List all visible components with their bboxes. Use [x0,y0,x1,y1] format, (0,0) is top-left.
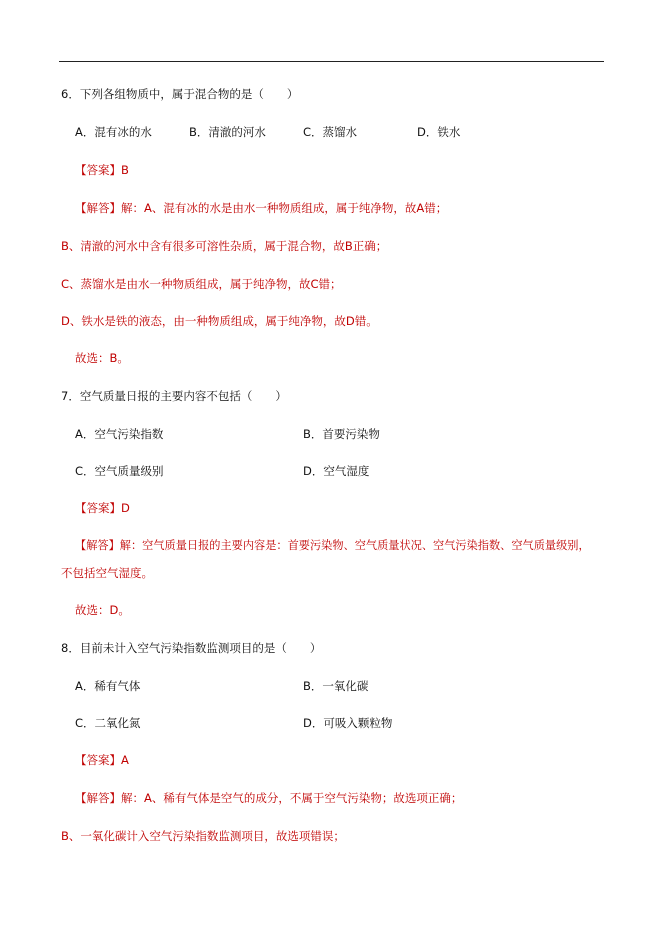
question-7-explanation-line: 不包括空气湿度。 [61,566,153,580]
question-6-stem: 6．下列各组物质中，属于混合物的是（ ） [61,87,299,101]
question-6-explanation-line: 【解答】解：A、混有冰的水是由水一种物质组成，属于纯净物，故A错； [75,201,448,215]
question-8-option-a: A．稀有气体 [75,679,141,693]
question-6-option-b: B．清澈的河水 [189,125,266,139]
question-7-option-b: B．首要污染物 [303,427,380,441]
question-8-option-d: D．可吸入颗粒物 [303,716,393,730]
header-rule [59,61,604,62]
question-6-answer: 【答案】B [75,163,129,177]
question-6-explanation-line: D、铁水是铁的液态，由一种物质组成，属于纯净物，故D错。 [61,314,378,328]
question-7-option-a: A．空气污染指数 [75,427,164,441]
question-8-answer: 【答案】A [75,753,129,767]
question-6-option-a: A．混有冰的水 [75,125,152,139]
question-8-option-b: B．一氧化碳 [303,679,369,693]
question-6-explanation-line: B、清澈的河水中含有很多可溶性杂质，属于混合物，故B正确； [61,239,388,253]
question-6-option-d: D．铁水 [417,125,461,139]
question-6-explanation-line: C、蒸馏水是由水一种物质组成，属于纯净物，故C错； [61,277,342,291]
question-8-explanation-line: 【解答】解：A、稀有气体是空气的成分，不属于空气污染物；故选项正确； [75,791,463,805]
question-8-option-c: C．二氧化氮 [75,716,141,730]
question-6-selection: 故选：B。 [75,351,129,365]
question-7-explanation-line: 【解答】解：空气质量日报的主要内容是：首要污染物、空气质量状况、空气污染指数、空气质量级别， [75,539,590,552]
question-7-selection: 故选：D。 [75,603,130,617]
question-8-explanation-line: B、一氧化碳计入空气污染指数监测项目，故选项错误； [61,829,345,843]
question-7-stem: 7．空气质量日报的主要内容不包括（ ） [61,389,287,403]
question-6-option-c: C．蒸馏水 [303,125,358,139]
question-7-option-d: D．空气湿度 [303,464,370,478]
question-8-stem: 8．目前未计入空气污染指数监测项目的是（ ） [61,641,322,655]
question-7-answer: 【答案】D [75,501,130,515]
question-7-option-c: C．空气质量级别 [75,464,164,478]
